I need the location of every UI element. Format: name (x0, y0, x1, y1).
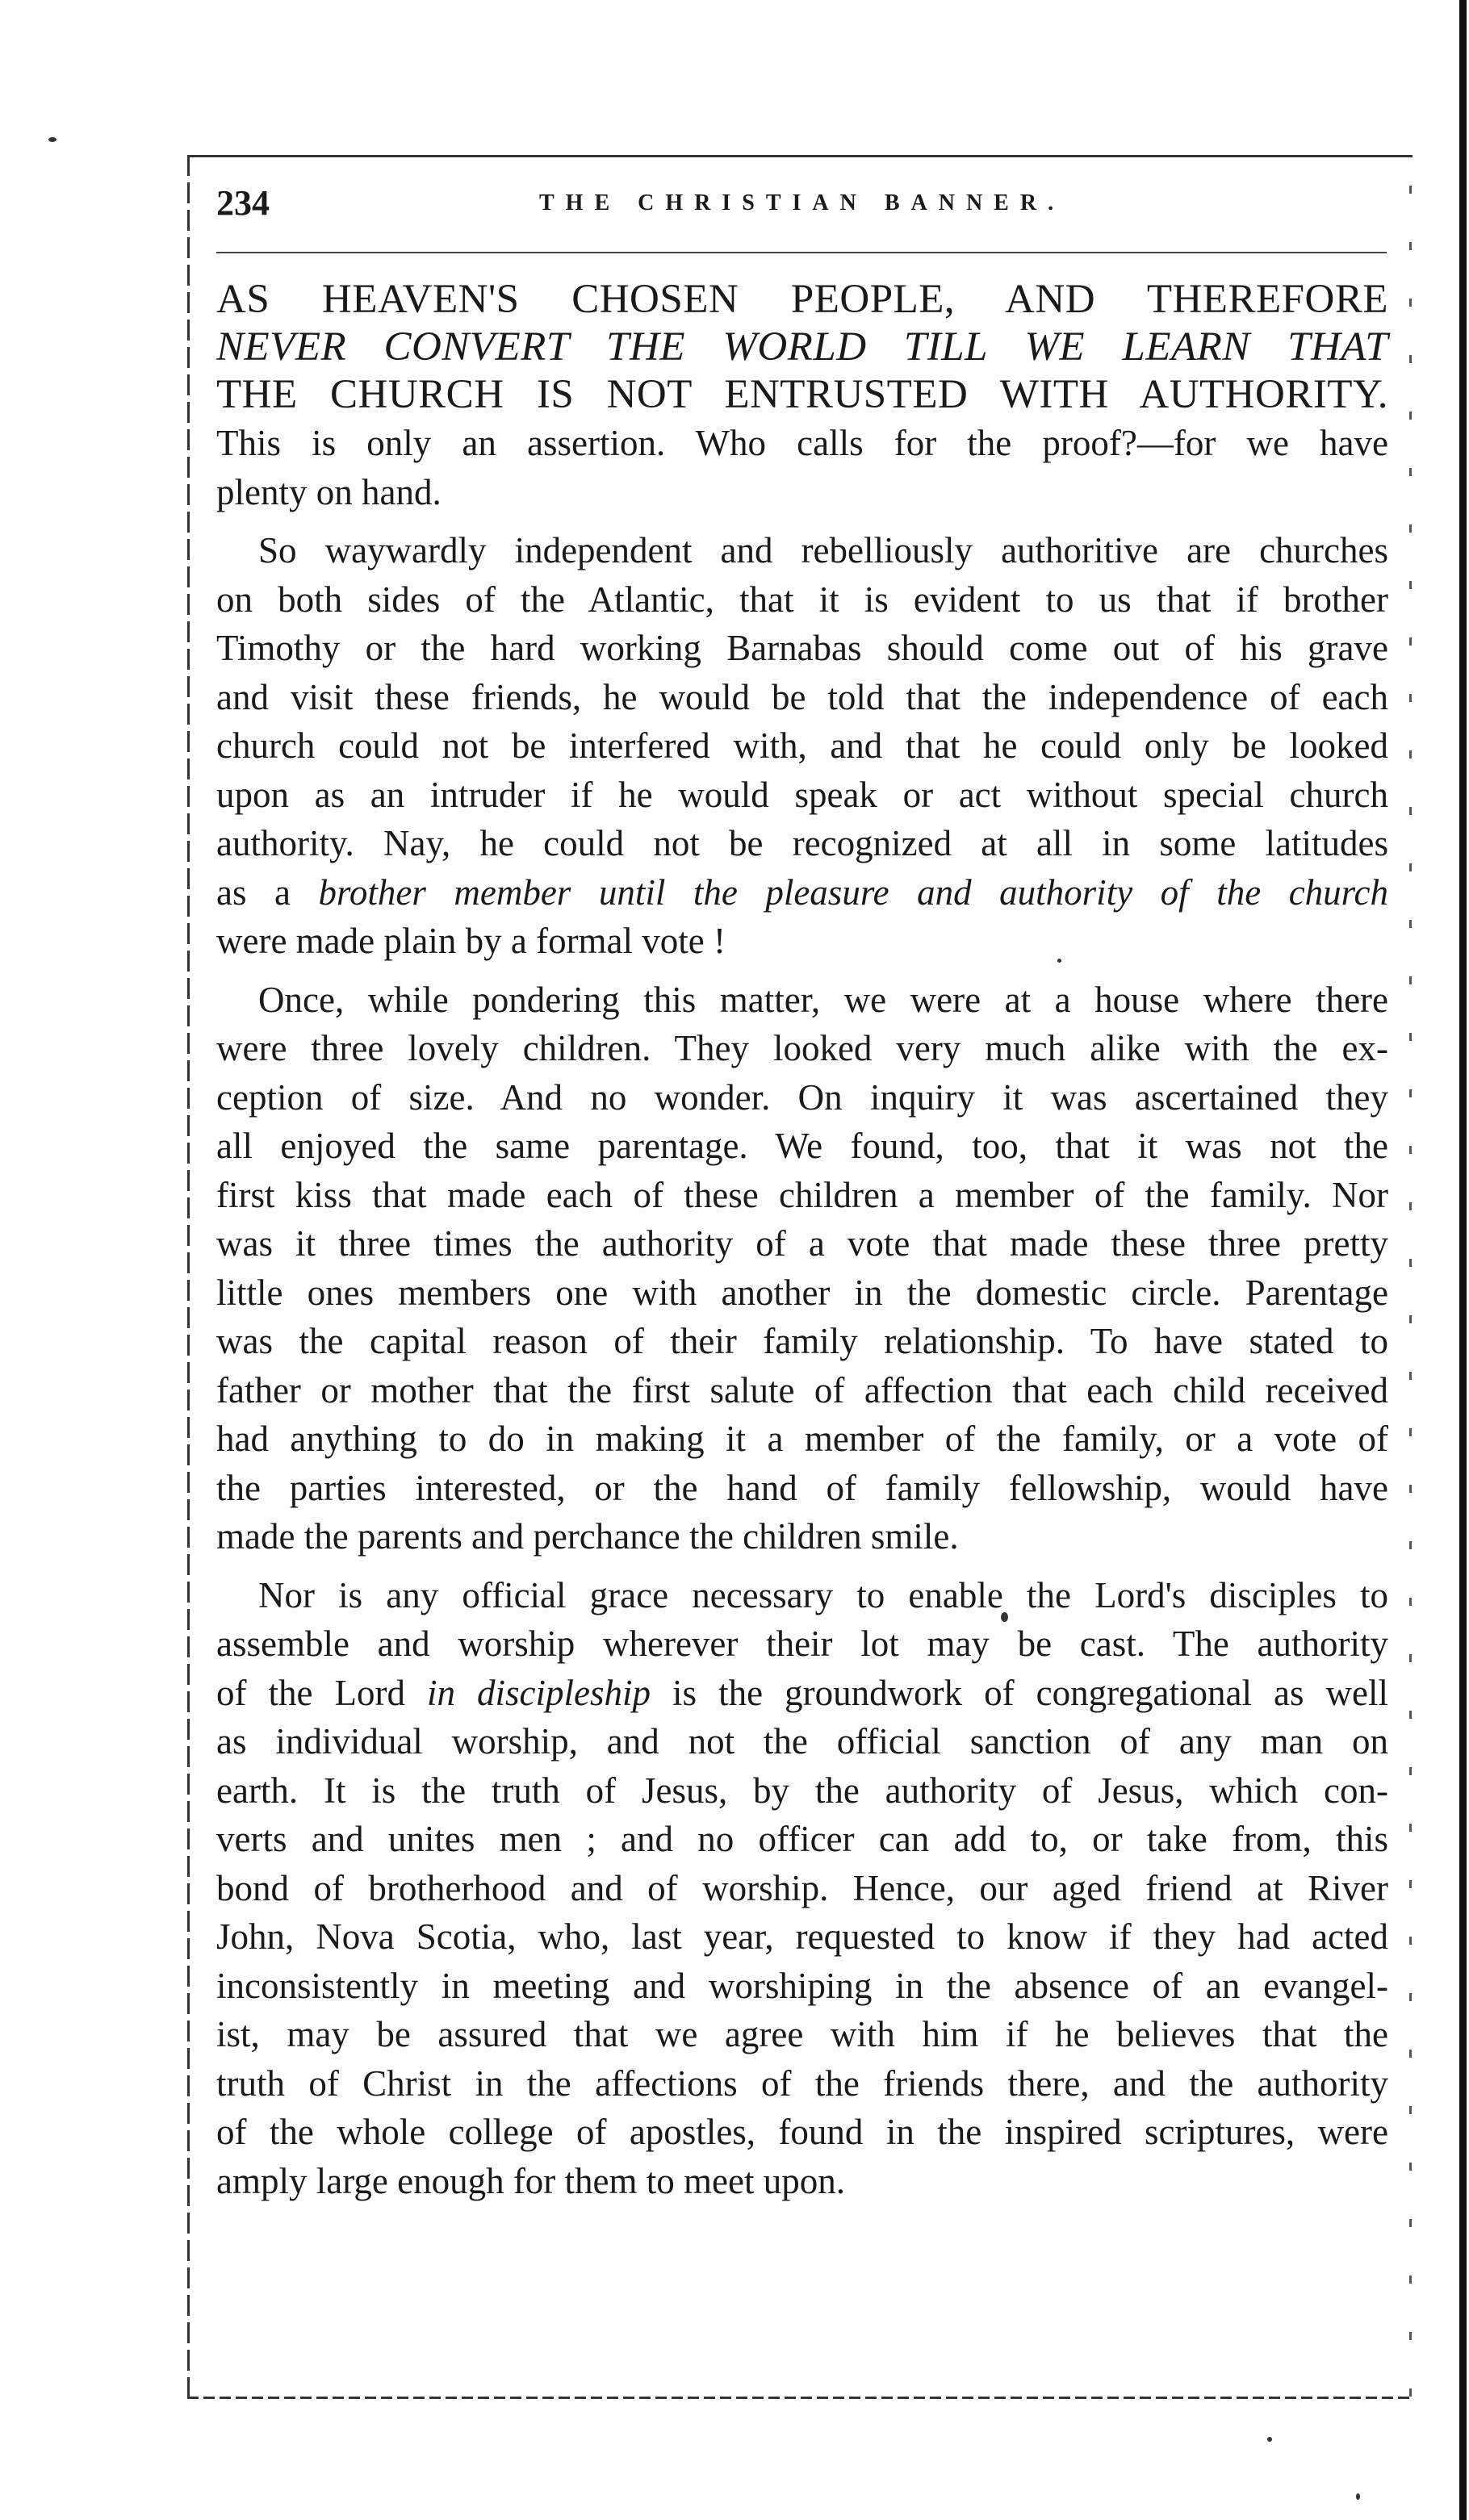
text-line: So waywardly independent and rebelliously authoritive are churches (258, 530, 1388, 570)
left-margin-rule (187, 155, 190, 2398)
text-line: little ones members one with another in the domestic circle. Parentage (216, 1272, 1388, 1313)
text-line: earth. It is the truth of Jesus, by the authority of Jesus, which con- (216, 1770, 1388, 1811)
text-line: Timothy or the hard working Barnabas should come out of his grave (216, 628, 1388, 668)
text-line: all enjoyed the same parentage. We found, too, that it was not the (216, 1126, 1388, 1166)
text-line: upon as an intruder if he would speak or act without special church (216, 774, 1388, 815)
scan-speck (1356, 2493, 1360, 2500)
text-line: John, Nova Scotia, who, last year, requested to know if they had acted (216, 1916, 1388, 1957)
text-fragment: is the groundwork of congregational as well (651, 1672, 1389, 1713)
text-line: church could not be interfered with, and that he could only be looked (216, 725, 1388, 766)
text-line: as individual worship, and not the official sanction of any man on (216, 1721, 1388, 1761)
text-line: amply large enough for them to meet upon. (216, 2160, 845, 2201)
heading-line-3: THE CHURCH IS NOT ENTRUSTED WITH AUTHORITY. (216, 372, 1388, 417)
text-line: ception of size. And no wonder. On inquiry it was ascertained they (216, 1076, 1388, 1118)
text-line: had anything to do in making it a member of the family, or a vote of (216, 1419, 1388, 1459)
scan-speck (48, 137, 56, 142)
page-header (216, 182, 1387, 231)
paragraph-4 (216, 1571, 1388, 2206)
text-line: ist, may be assured that we agree with him if he believes that the (216, 2014, 1388, 2054)
text-line: was it three times the authority of a vote that made these three pretty (216, 1223, 1388, 1264)
running-title: THE CHRISTIAN BANNER. (539, 190, 1065, 215)
italic-fragment: in discipleship (427, 1672, 651, 1713)
italic-fragment: brother member until the pleasure and authority of the church (318, 871, 1388, 913)
text-line: authority. Nay, he could not be recognized at all in some latitudes (216, 823, 1388, 863)
text-fragment: as a (216, 871, 319, 913)
text-line: assemble and worship wherever their lot may be cast. The authority (216, 1624, 1388, 1664)
text-line: was the capital reason of their family relationship. To have stated to (216, 1321, 1388, 1361)
text-line-italic (216, 1669, 1388, 1718)
text-line: inconsistently in meeting and worshiping in the absence of an evangel- (216, 1965, 1388, 2006)
bottom-frame-rule (187, 2397, 1414, 2399)
text-line: truth of Christ in the affections of the friends there, and the authority (216, 2062, 1388, 2104)
text-line: first kiss that made each of these children a member of the family. Nor (216, 1174, 1388, 1215)
scan-speck (1267, 2437, 1272, 2442)
text-line: verts and unites men ; and no officer can add to, or take from, this (216, 1819, 1388, 1859)
right-margin-specks (1409, 186, 1412, 2397)
text-line: father or mother that the first salute of affection that each child received (216, 1369, 1388, 1410)
paragraph-3 (216, 976, 1388, 1561)
heading-line-1: AS HEAVEN'S CHOSEN PEOPLE, AND THEREFORE (216, 277, 1388, 322)
page-edge-shadow (1459, 0, 1467, 2520)
header-rule (216, 252, 1387, 253)
text-line: plenty on hand. (216, 471, 442, 512)
text-line: Once, while pondering this matter, we were at a house where there (258, 979, 1388, 1020)
text-line: the parties interested, or the hand of family fellowship, would have (216, 1467, 1388, 1508)
paragraph-2 (216, 526, 1388, 966)
text-line: were made plain by a formal vote ! (216, 921, 726, 961)
text-fragment: of the Lord (216, 1672, 428, 1713)
text-line: This is only an assertion. Who calls for the proof?—for we have (216, 423, 1388, 463)
text-line: were three lovely children. They looked very much alike with the ex- (216, 1028, 1388, 1068)
text-line: of the whole college of apostles, found in the inspired scriptures, were (216, 2112, 1388, 2152)
text-line: bond of brotherhood and of worship. Hence, our aged friend at River (216, 1867, 1388, 1908)
top-frame-rule (187, 155, 1412, 157)
article-body (216, 276, 1388, 2205)
heading-line-2: NEVER CONVERT THE WORLD TILL WE LEARN THAT (216, 324, 1388, 370)
page-number: 234 (216, 183, 270, 223)
text-line: on both sides of the Atlantic, that it is evident to us that if brother (216, 579, 1388, 620)
paragraph-1 (216, 419, 1388, 516)
text-line: made the parents and perchance the children smile. (216, 1516, 959, 1557)
text-line: Nor is any official grace necessary to enable the Lord's disciples to (258, 1574, 1388, 1615)
text-line: and visit these friends, he would be told that the independence of each (216, 676, 1388, 717)
text-line-italic (216, 868, 1388, 917)
